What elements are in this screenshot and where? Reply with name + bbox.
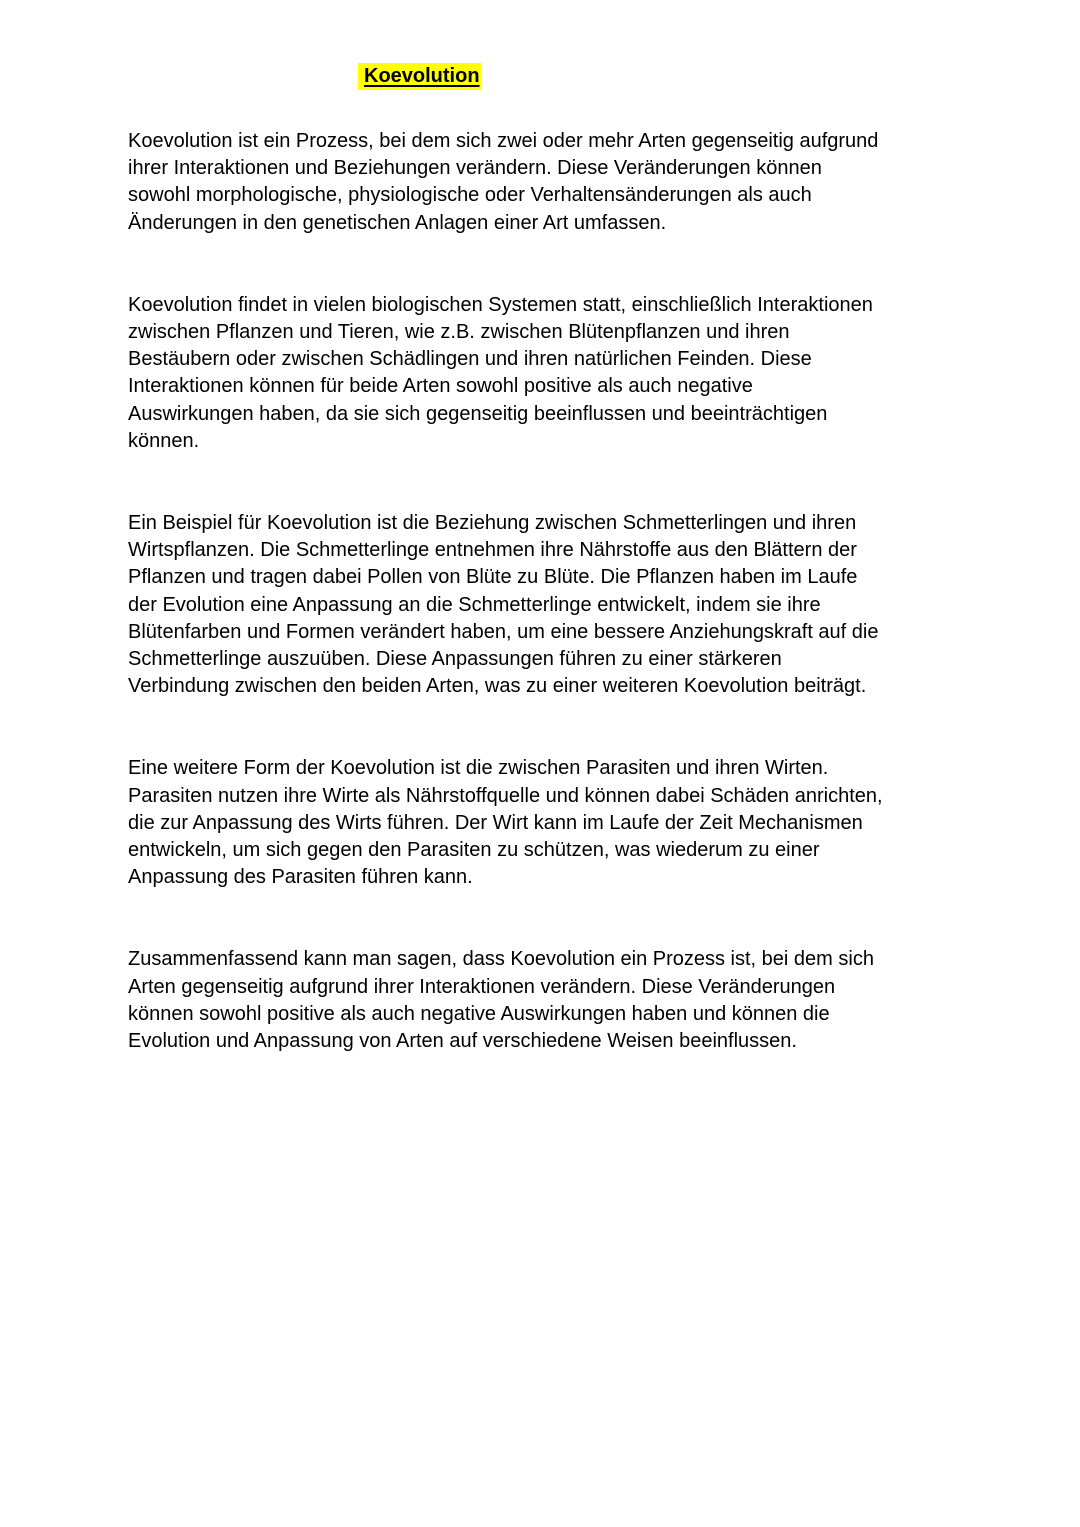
paragraph-line: Zusammenfassend kann man sagen, dass Koevolution ein Prozess ist, bei dem sich [128,948,874,971]
document-body [128,128,953,1055]
paragraph-line: Anpassung des Parasiten führen kann. [128,866,473,889]
paragraph-line: Wirtspflanzen. Die Schmetterlinge entnehmen ihre Nährstoffe aus den Blättern der [128,539,857,562]
paragraph-line: Pflanzen und tragen dabei Pollen von Blüte zu Blüte. Die Pflanzen haben im Laufe [128,566,858,589]
paragraph-line: Koevolution findet in vielen biologischen Systemen statt, einschließlich Interaktionen [128,293,873,316]
paragraph-line: Schmetterlinge auszuüben. Diese Anpassungen führen zu einer stärkeren [128,648,782,671]
paragraph-line: zwischen Pflanzen und Tieren, wie z.B. zwischen Blütenpflanzen und ihren [128,321,790,344]
paragraph-butterfly-example [128,510,953,700]
paragraph-parasites [128,755,953,891]
paragraph-line: Ein Beispiel für Koevolution ist die Beziehung zwischen Schmetterlingen und ihren [128,512,857,535]
paragraph-line: Änderungen in den genetischen Anlagen einer Art umfassen. [128,211,667,234]
paragraph-line: die zur Anpassung des Wirts führen. Der Wirt kann im Laufe der Zeit Mechanismen [128,811,863,834]
paragraph-definition [128,128,953,237]
document-title: Koevolution [358,63,481,90]
paragraph-line: der Evolution eine Anpassung an die Schmetterlinge entwickelt, indem sie ihre [128,593,821,616]
paragraph-line: können. [128,429,200,452]
paragraph-line: Interaktionen können für beide Arten sowohl positive als auch negative [128,375,753,398]
paragraph-line: können sowohl positive als auch negative Auswirkungen haben und können die [128,1002,830,1025]
paragraph-line: Auswirkungen haben, da sie sich gegenseitig beeinflussen und beeinträchtigen [128,402,828,425]
paragraph-line: Bestäubern oder zwischen Schädlingen und ihren natürlichen Feinden. Diese [128,348,812,371]
paragraph-systems [128,292,953,455]
paragraph-line: Koevolution ist ein Prozess, bei dem sich zwei oder mehr Arten gegenseitig aufgrund [128,130,879,152]
paragraph-line: Eine weitere Form der Koevolution ist die zwischen Parasiten und ihren Wirten. [128,757,829,780]
paragraph-line: Parasiten nutzen ihre Wirte als Nährstoffquelle und können dabei Schäden anrichten, [128,784,883,807]
paragraph-line: Evolution und Anpassung von Arten auf verschiedene Weisen beeinflussen. [128,1030,797,1053]
paragraph-line: Blütenfarben und Formen verändert haben, um eine bessere Anziehungskraft auf die [128,620,879,643]
paragraph-line: ihrer Interaktionen und Beziehungen verändern. Diese Veränderungen können [128,157,822,180]
paragraph-line: Verbindung zwischen den beiden Arten, was zu einer weiteren Koevolution beiträgt. [128,675,867,698]
paragraph-line: sowohl morphologische, physiologische oder Verhaltensänderungen als auch [128,184,812,207]
paragraph-line: Arten gegenseitig aufgrund ihrer Interaktionen verändern. Diese Veränderungen [128,975,836,998]
paragraph-summary [128,946,953,1055]
paragraph-line: entwickeln, um sich gegen den Parasiten zu schützen, was wiederum zu einer [128,839,820,862]
